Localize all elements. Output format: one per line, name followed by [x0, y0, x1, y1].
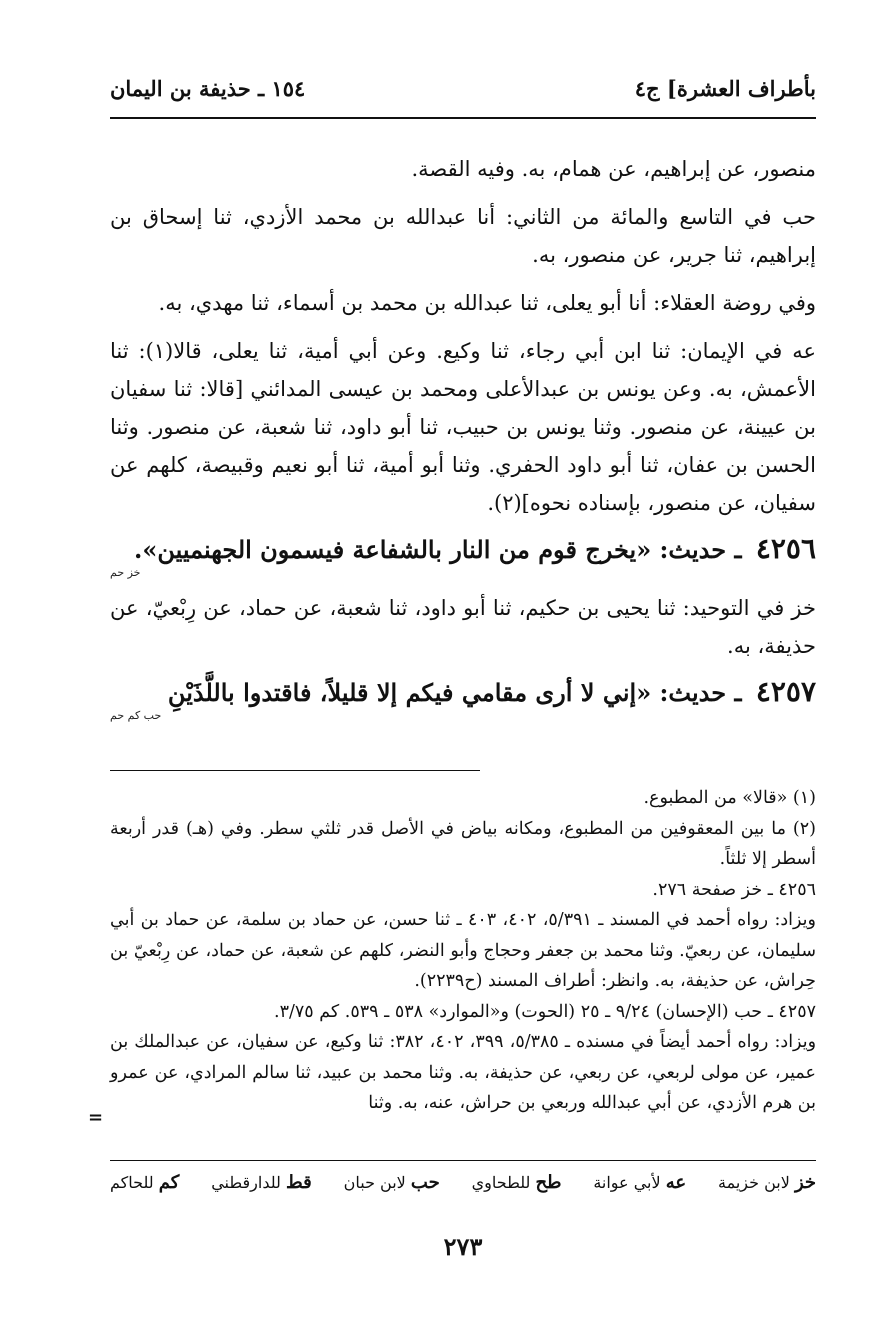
legend-name: للدارقطني [211, 1173, 281, 1192]
hadith-4256-text: ـ حديث: «يخرج قوم من النار بالشفاعة فيسمون الجهنميين». [134, 535, 742, 564]
legend-divider [110, 1160, 816, 1161]
legend-abbr: قط [286, 1172, 312, 1193]
legend-abbr: خز [794, 1172, 816, 1193]
legend-name: لابن خزيمة [718, 1173, 790, 1192]
legend-name: للحاكم [110, 1173, 154, 1192]
legend-item [211, 1172, 311, 1193]
legend-abbr: كم [158, 1172, 180, 1193]
running-header [110, 62, 816, 114]
header-divider [110, 117, 816, 119]
continuation-mark: = [88, 1107, 104, 1128]
hadith-4256-heading [110, 532, 816, 567]
footnote-2: (٢) ما بين المعقوفين من المطبوع، ومكانه بياض في الأصل قدر ثلثي سطر. وفي (هـ) قدر أربعة أسطر إلا ثلثاً. [110, 818, 816, 869]
footnote-divider [110, 770, 480, 771]
legend-name: لابن حبان [343, 1173, 406, 1192]
hadith-4257-number: ٤٢٥٧ [755, 675, 816, 708]
hadith-4257-text: ـ حديث: «إني لا أرى مقامي فيكم إلا قليلاً، فاقتدوا باللَّذَيْنِ [167, 678, 742, 707]
legend-item [718, 1172, 816, 1193]
hadith-4256-sigla: خز حم [110, 566, 141, 579]
abbreviation-legend [110, 1172, 816, 1193]
footnote-6: ويزاد: رواه أحمد أيضاً في مسنده ـ ٥/٣٨٥، ٣٩٩، ٤٠٢، ٣٨٢: ثنا وكيع، عن سفيان، عن عبدالملك بن عمير، عن مولى لربعي، عن ربعي، عن حذيفة، به. وثنا محمد بن عبيد، ثنا سالم المرادي، عن عمرو بن هرم الأزدي، عن أبي عبدالله وربعي بن حراش، عنه، به. وثنا [110, 1032, 817, 1113]
paragraph-2: حب في التاسع والمائة من الثاني: أنا عبدالله بن محمد الأزدي، ثنا إسحاق بن إبراهيم، ثنا جرير، عن منصور، به. [110, 205, 816, 267]
legend-abbr: عه [665, 1172, 687, 1193]
footnotes [110, 783, 816, 1119]
paragraph-5: خز في التوحيد: ثنا يحيى بن حكيم، ثنا أبو داود، ثنا شعبة، عن حماد، عن رِبْعيّ، عن حذيفة، به. [110, 596, 816, 658]
paragraph-4: عه في الإيمان: ثنا ابن أبي رجاء، ثنا وكيع. وعن أبي أمية، ثنا يعلى، قالا(١): ثنا الأعمش، به. وعن يونس بن عبدالأعلى ومحمد بن عيسى المدائني [قالا: ثنا سفيان بن عيينة، عن منصور. وثنا يونس بن حبيب، ثنا أبو داود، ثنا شعبة، عن منصور. وثنا الحسن بن عفان، ثنا أبو داود الحفري. وثنا أبو أمية، ثنا أبو نعيم وقبيصة، كلهم عن سفيان، عن منصور، بإسناده نحوه](٢). [110, 339, 816, 515]
book-title: بأطراف العشرة] ج٤ [634, 75, 816, 101]
footnote-3: ٤٢٥٦ ـ خز صفحة ٢٧٦. [652, 879, 816, 900]
hadith-4257-sigla: حب كم حم [110, 709, 162, 722]
legend-abbr: حب [410, 1172, 440, 1193]
footnote-1: (١) «قالا» من المطبوع. [643, 788, 816, 808]
book-page [88, 0, 817, 1337]
main-text [110, 150, 816, 732]
paragraph-1: منصور، عن إبراهيم، عن همام، به. وفيه القصة. [411, 157, 816, 181]
legend-item [472, 1172, 562, 1193]
paragraph-3: وفي روضة العقلاء: أنا أبو يعلى، ثنا عبدالله بن محمد بن أسماء، ثنا مهدي، به. [158, 291, 816, 315]
footnote-5: ٤٢٥٧ ـ حب (الإحسان) ٩/٢٤ ـ ٢٥ (الحوت) و«الموارد» ٥٣٨ ـ ٥٣٩. كم ٣/٧٥. [274, 1001, 816, 1022]
page-number: ٢٧٣ [443, 1232, 483, 1261]
legend-item [344, 1172, 440, 1193]
hadith-4256-number: ٤٢٥٦ [755, 532, 816, 565]
legend-item [593, 1172, 686, 1193]
hadith-4257-heading [110, 675, 816, 710]
legend-item [110, 1172, 179, 1193]
section-title: ١٥٤ ـ حذيفة بن اليمان [110, 75, 306, 101]
legend-name: للطحاوي [471, 1173, 531, 1192]
legend-abbr: طح [535, 1172, 562, 1193]
legend-name: لأبي عوانة [593, 1173, 661, 1192]
footnote-4: ويزاد: رواه أحمد في المسند ـ ٥/٣٩١، ٤٠٢، ٤٠٣ ـ ثنا حسن، عن حماد بن سلمة، عن حماد بن أبي سليمان، عن ربعيّ. وثنا محمد بن جعفر وحجاج وأبو النضر، كلهم عن شعبة، عن حماد، عن رِبْعيّ بن حِراش، عن حذيفة، به. وانظر: أطراف المسند (ح٢٢٣٩). [110, 910, 816, 991]
